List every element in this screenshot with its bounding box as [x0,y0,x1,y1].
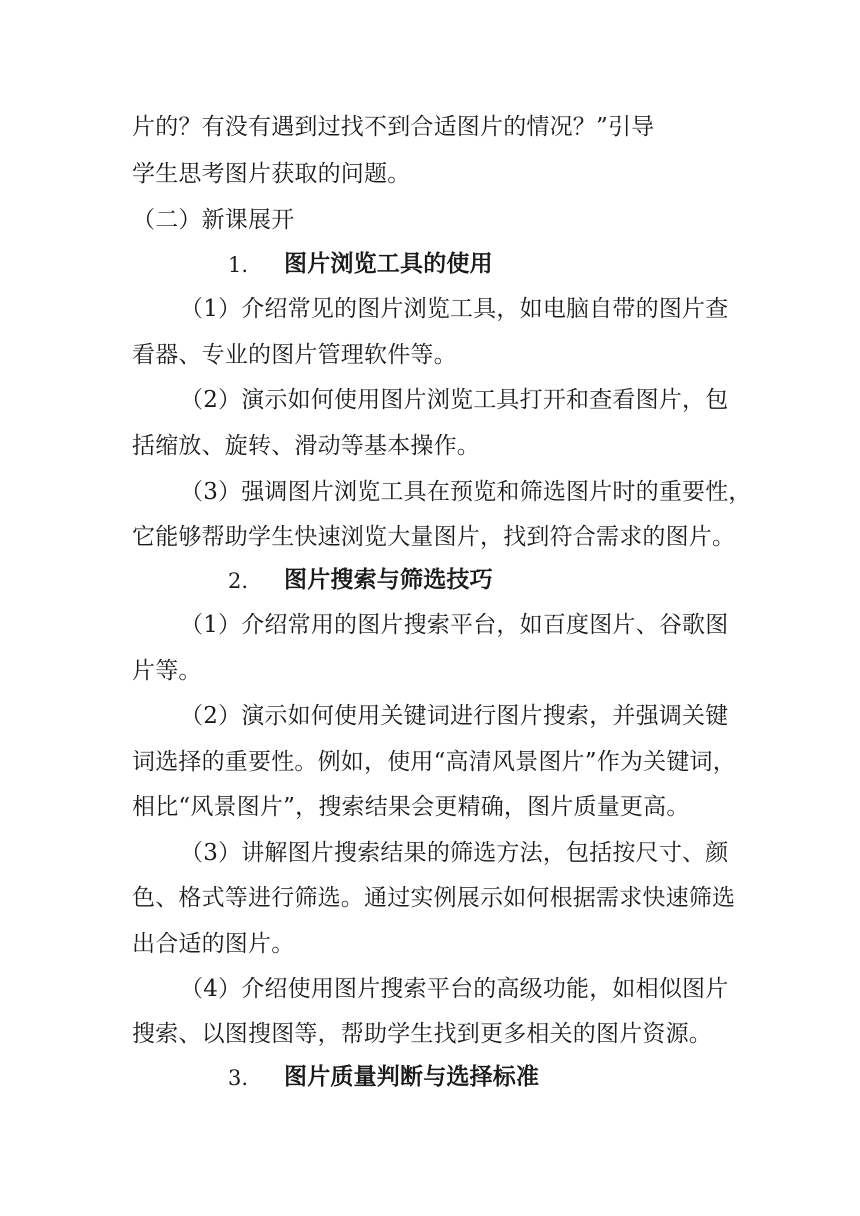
paragraph-line: （1）介绍常见的图片浏览工具，如电脑自带的图片查 [180,296,729,322]
paragraph-line: 出合适的图片。 [132,931,295,957]
paragraph-line: （4）介绍使用图片搜索平台的高级功能，如相似图片 [180,976,729,1002]
paragraph-line: 括缩放、旋转、滑动等基本操作。 [132,433,480,459]
heading-number: 2. [228,569,249,593]
paragraph-line: 搜索、以图搜图等，帮助学生找到更多相关的图片资源。 [132,1021,712,1047]
paragraph-line: （3）强调图片浏览工具在预览和筛选图片时的重要性， [180,479,752,505]
paragraph-line: 它能够帮助学生快速浏览大量图片，找到符合需求的图片。 [132,524,736,550]
paragraph-line: 色、格式等进行筛选。通过实例展示如何根据需求快速筛选 [132,885,736,911]
paragraph-line: 看器、专业的图片管理软件等。 [132,342,457,368]
paragraph-line: 词选择的重要性。例如，使用“高清风景图片”作为关键词， [132,749,736,775]
paragraph-line: （2）演示如何使用关键词进行图片搜索，并强调关键 [180,703,729,729]
paragraph-line: 相比“风景图片”，搜索结果会更精确，图片质量更高。 [132,794,690,820]
paragraph-line: 片等。 [132,658,202,684]
paragraph-line: （3）讲解图片搜索结果的筛选方法，包括按尺寸、颜 [180,840,729,866]
paragraph-line: （1）介绍常用的图片搜索平台，如百度图片、谷歌图 [180,612,729,638]
section-heading: 图片搜索与筛选技巧 [284,567,493,593]
paragraph-line: 学生思考图片获取的问题。 [132,161,411,187]
paragraph-line: （2）演示如何使用图片浏览工具打开和查看图片，包 [180,387,729,413]
paragraph-line: 片的？有没有遇到过找不到合适图片的情况？”引导 [132,114,655,140]
section-subtitle: （二）新课展开 [132,207,295,233]
section-heading: 图片质量判断与选择标准 [284,1064,540,1090]
section-heading: 图片浏览工具的使用 [284,251,493,277]
heading-number: 1. [228,253,249,277]
heading-number: 3. [228,1066,249,1090]
